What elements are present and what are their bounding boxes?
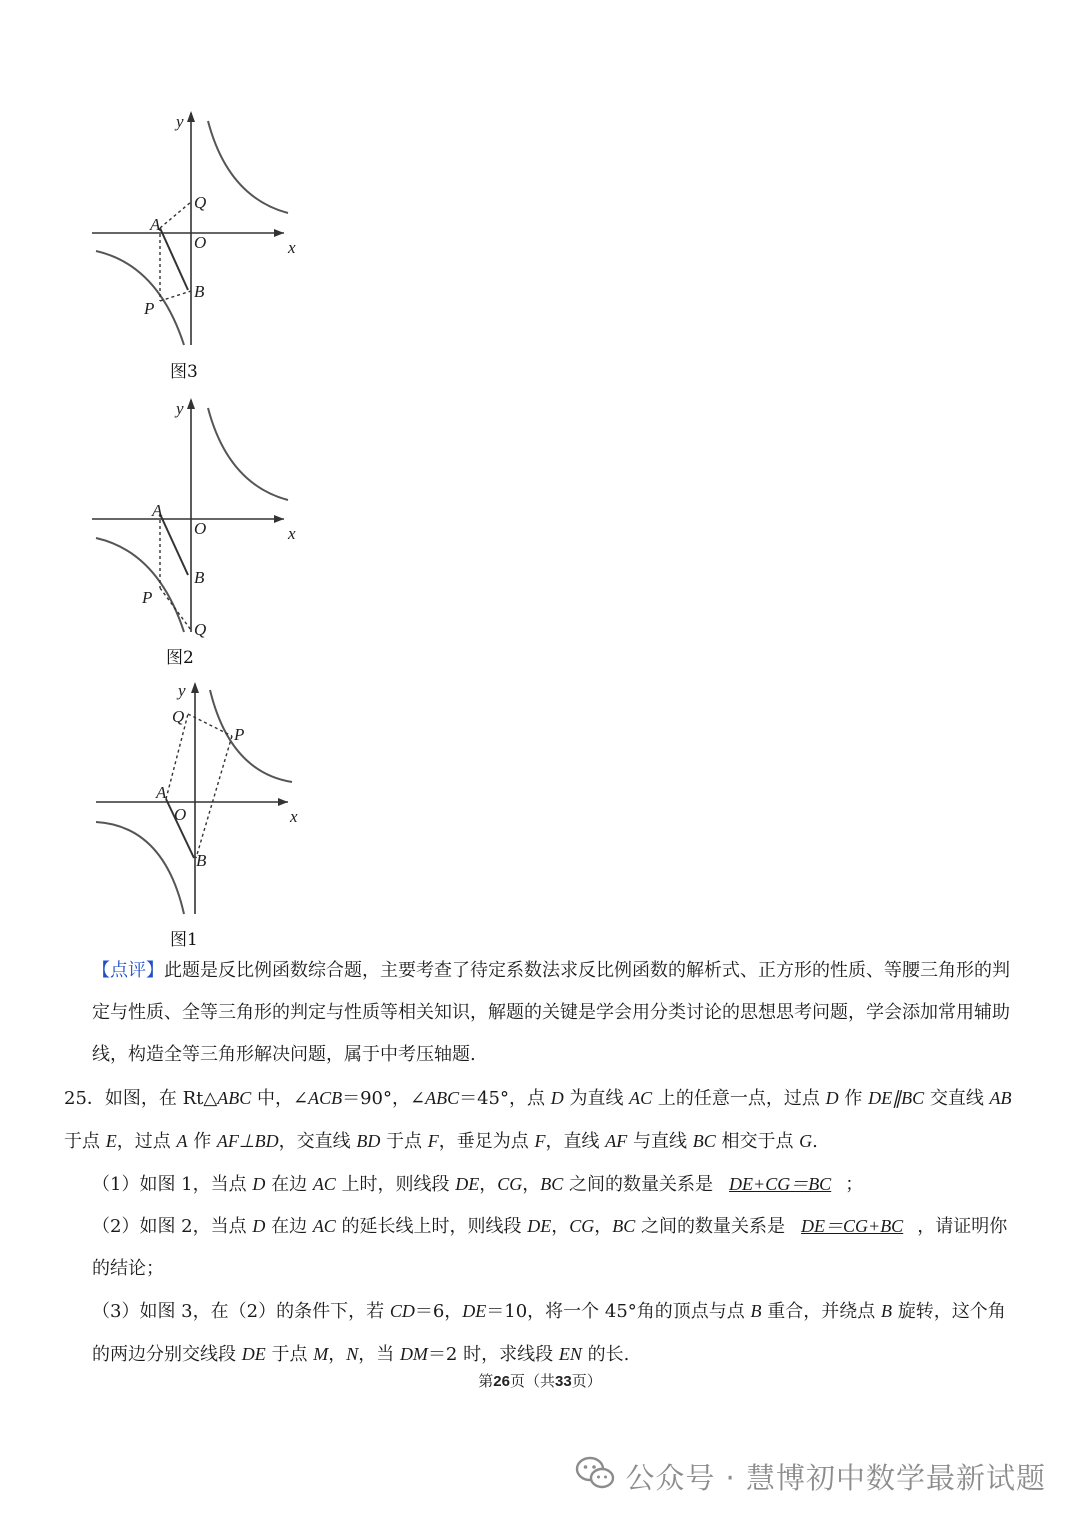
comment-text: 此题是反比例函数综合题，主要考查了待定系数法求反比例函数的解析式、正方形的性质、等腰三角形的判定与性质、全等三角形的判定与性质等相关知识，解题的关键是学会用分类讨论的思想思考问题，学会添加常用辅助线，构造全等三角形解决问题，属于中考压轴题. [92, 960, 1010, 1065]
question-text: . [812, 1131, 818, 1152]
part-text: （1）如图 1，当点 [92, 1174, 253, 1195]
label-x: x [288, 524, 296, 543]
math-term: E [105, 1131, 117, 1151]
y-axis-arrow [187, 398, 195, 409]
question-text: ，直线 [545, 1131, 606, 1152]
math-term: G [799, 1131, 813, 1151]
question-number: 25． [64, 1088, 105, 1109]
math-term: AC [312, 1216, 336, 1236]
figure-1-graph [88, 676, 308, 921]
question-text: 与直线 [627, 1131, 693, 1152]
math-term: DE [455, 1174, 480, 1194]
math-term: F [427, 1131, 439, 1151]
segment-pb [196, 736, 232, 858]
part-text: 旋转，这个角的两边分别交线段 [92, 1301, 1006, 1365]
part-text: 上时，则线段 [335, 1174, 456, 1195]
question-text: ＝45°，点 [459, 1088, 551, 1109]
figure-3-graph [88, 105, 308, 365]
math-term: DM [399, 1344, 428, 1364]
figure-2-caption: 图2 [166, 648, 194, 668]
math-term: DE [527, 1216, 552, 1236]
footer-text: 页（共 [509, 1372, 555, 1390]
footer-text: 第 [478, 1372, 494, 1390]
segment-ab [160, 228, 188, 290]
math-term: D [825, 1088, 839, 1108]
part-text: 之间的数量关系是 [635, 1216, 786, 1237]
wechat-icon [575, 1456, 615, 1497]
segment-aq [166, 714, 188, 799]
part-text: ，当 [358, 1344, 400, 1365]
total-pages: 33 [555, 1373, 572, 1390]
label-b: B [196, 851, 207, 870]
math-term: BC [612, 1216, 636, 1236]
math-term: F [534, 1131, 546, 1151]
question-part-1 [92, 1163, 1022, 1206]
y-axis-arrow [187, 111, 195, 122]
watermark [575, 1456, 1046, 1497]
question-text: 为直线 [563, 1088, 630, 1109]
part-text: ＝10，将一个 45°角的顶点与点 [486, 1301, 751, 1322]
question-text: 作 [187, 1131, 217, 1152]
curve-lower-left [96, 822, 184, 914]
part-text: 的延长线上时，则线段 [335, 1216, 528, 1237]
math-term: BC [540, 1174, 564, 1194]
math-term: CG [497, 1174, 523, 1194]
label-p: P [234, 725, 245, 744]
watermark-text: 公众号 · 慧博初中数学最新试题 [625, 1461, 1046, 1495]
math-term: M [313, 1344, 329, 1364]
math-term: ABC [217, 1088, 252, 1108]
figure-3-caption: 图3 [170, 362, 198, 382]
x-axis-arrow [274, 229, 284, 237]
math-term: D [252, 1174, 266, 1194]
math-term: ACB [308, 1088, 343, 1108]
math-term: AF [605, 1131, 628, 1151]
part-text: （2）如图 2，当点 [92, 1216, 253, 1237]
question-text: 于点 [64, 1131, 106, 1152]
math-term: AC [629, 1088, 653, 1108]
part-text: ， [551, 1216, 570, 1237]
math-term: AC [312, 1174, 336, 1194]
question-text: 交直线 [924, 1088, 990, 1109]
question-text: ，过点 [116, 1131, 177, 1152]
math-term: CG [569, 1216, 595, 1236]
math-term: DE∥BC [868, 1088, 925, 1108]
page-number: 26 [493, 1373, 510, 1390]
question-text: 上的任意一点，过点 [652, 1088, 826, 1109]
label-y: y [178, 681, 186, 700]
label-o: O [194, 233, 207, 252]
label-q: Q [172, 707, 185, 726]
label-a: A [156, 783, 167, 802]
label-y: y [176, 112, 184, 131]
math-term: CD [389, 1301, 415, 1321]
label-p: P [142, 588, 153, 607]
segment-aq [160, 202, 191, 228]
curve-lower-left [96, 538, 184, 632]
label-y: y [176, 399, 184, 418]
curve-lower-left [96, 251, 184, 345]
figure-2 [88, 392, 308, 642]
x-axis-arrow [274, 515, 284, 523]
part-text: ， [328, 1344, 347, 1365]
label-o: O [174, 805, 187, 824]
part-text: ， [594, 1216, 613, 1237]
label-b: B [194, 568, 205, 587]
y-axis-arrow [191, 682, 199, 693]
figure-1 [88, 676, 308, 921]
part-text: ＝2 时，求线段 [427, 1344, 559, 1365]
math-term: DE [462, 1301, 487, 1321]
answer-blank-1: DE+CG＝BC [729, 1174, 832, 1194]
part-text: ＝6， [414, 1301, 463, 1322]
segment-pq [160, 588, 191, 630]
part-text: 之间的数量关系是 [563, 1174, 714, 1195]
page-footer [0, 1370, 1080, 1391]
segment-pb [160, 291, 191, 301]
comment-paragraph [92, 950, 1022, 1076]
curve-upper-right [210, 690, 292, 782]
label-q: Q [194, 193, 207, 212]
question-25 [64, 1077, 1024, 1163]
footer-text: 页） [571, 1372, 602, 1390]
question-text: ＝90°，∠ [342, 1088, 426, 1109]
part-text: ， [479, 1174, 498, 1195]
answer-blank-2: DE＝CG+BC [801, 1216, 904, 1236]
segment-ab [160, 514, 188, 575]
question-part-3 [92, 1290, 1022, 1376]
figure-2-graph [88, 392, 308, 642]
math-term: AF⊥BD [216, 1131, 279, 1151]
question-text: ，垂足为点 [438, 1131, 535, 1152]
part-text: ，请证明你的结论； [92, 1216, 1008, 1279]
label-x: x [290, 807, 298, 826]
part-text: ； [845, 1174, 864, 1195]
part-text: （3）如图 3，在（2）的条件下，若 [92, 1301, 390, 1322]
label-a: A [152, 501, 163, 520]
part-text: 重合，并绕点 [761, 1301, 881, 1322]
question-text: 如图，在 Rt△ [104, 1088, 218, 1109]
math-term: EN [558, 1344, 582, 1364]
question-text: 作 [838, 1088, 869, 1109]
label-q: Q [194, 620, 207, 639]
math-term: B [881, 1301, 892, 1321]
part-text: ， [522, 1174, 541, 1195]
math-term: A [176, 1131, 188, 1151]
math-term: AB [989, 1088, 1012, 1108]
question-text: 于点 [380, 1131, 428, 1152]
label-b: B [194, 282, 205, 301]
question-part-2 [92, 1205, 1022, 1290]
math-term: B [750, 1301, 762, 1321]
math-term: ABC [425, 1088, 460, 1108]
part-text: 于点 [265, 1344, 314, 1365]
part-text: 在边 [265, 1174, 313, 1195]
figure-3 [88, 105, 308, 365]
label-x: x [288, 238, 296, 257]
math-term: D [550, 1088, 564, 1108]
curve-upper-right [208, 121, 288, 213]
question-text: 相交于点 [715, 1131, 800, 1152]
math-term: DE [241, 1344, 266, 1364]
label-p: P [144, 299, 155, 318]
label-o: O [194, 519, 207, 538]
comment-tag: 【点评】 [92, 960, 164, 981]
part-text: 在边 [265, 1216, 313, 1237]
question-text: 中，∠ [251, 1088, 309, 1109]
part-text: 的长. [581, 1344, 630, 1365]
label-a: A [150, 215, 161, 234]
question-text: ，交直线 [278, 1131, 357, 1152]
x-axis-arrow [278, 798, 288, 806]
curve-upper-right [208, 408, 288, 500]
math-term: BC [692, 1131, 716, 1151]
math-term: N [346, 1344, 359, 1364]
math-term: BD [356, 1131, 381, 1151]
figure-1-caption: 图1 [170, 930, 198, 950]
math-term: D [252, 1216, 266, 1236]
